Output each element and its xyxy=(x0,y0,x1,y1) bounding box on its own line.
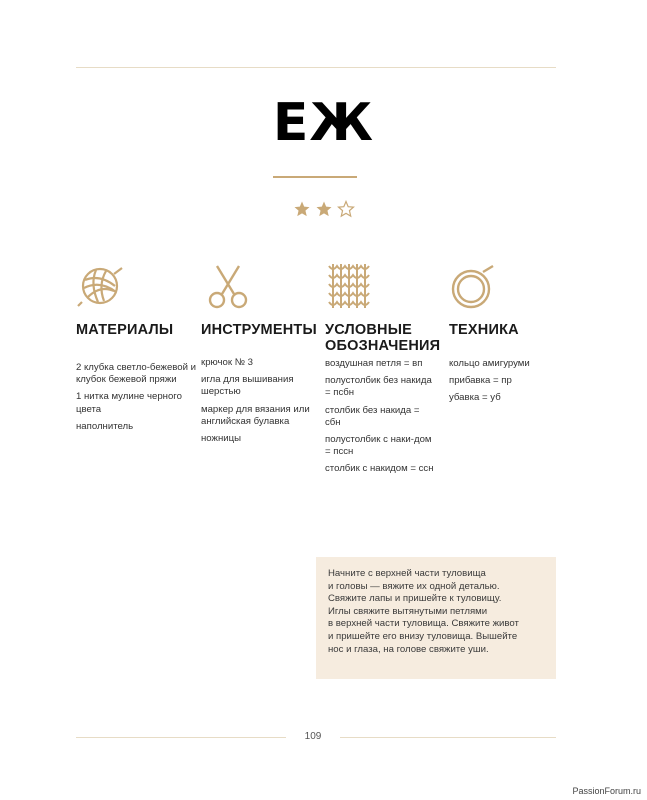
tools-section xyxy=(201,262,317,450)
page-number: 109 xyxy=(304,731,322,742)
list-item: 2 клубка светло-бежевой и клубок бежевой пряжи xyxy=(76,362,197,386)
materials-list xyxy=(76,362,196,433)
note-line: Свяжите лапы и пришейте к туловищу. xyxy=(328,593,502,605)
top-divider xyxy=(76,67,556,68)
symbols-heading: УСЛОВНЫЕ ОБОЗНАЧЕНИЯ xyxy=(325,322,441,354)
list-item: полустолбик без накида = пcбн xyxy=(325,375,432,399)
note-line: Начните с верхней части туловища xyxy=(328,568,486,579)
list-item: маркер для вязания или английская булавка xyxy=(201,403,310,427)
list-item: воздушная петля = вп xyxy=(325,358,423,369)
title-underline xyxy=(273,176,357,178)
note-line: и головы — вяжите их одной деталью. xyxy=(328,580,500,592)
technique-section xyxy=(449,262,557,410)
footer-divider-right xyxy=(340,737,556,738)
note-line: нос и глаза, на голове свяжите уши. xyxy=(328,643,489,655)
star-filled-icon xyxy=(315,200,333,218)
ring-icon xyxy=(449,262,499,312)
symbols-section xyxy=(325,262,441,481)
materials-heading: МАТЕРИАЛЫ xyxy=(76,322,174,338)
list-item: столбик без накида = сбн xyxy=(325,404,420,428)
technique-heading: ТЕХНИКА xyxy=(449,322,519,338)
list-item: полустолбик с наки-дом = пcсн xyxy=(325,434,432,458)
list-item: наполнитель xyxy=(76,420,134,432)
knit-stitch-icon xyxy=(325,262,375,312)
list-item: ножницы xyxy=(201,433,241,445)
note-line: Иглы свяжите вытянутыми петлями xyxy=(328,605,488,617)
list-item: прибавка = пр xyxy=(449,375,512,387)
list-item: убавка = уб xyxy=(449,392,501,404)
list-item: кольцо амигуруми xyxy=(449,358,530,369)
note-line: и пришейте его внизу туловища. Вышейте xyxy=(328,630,518,642)
watermark: PassionForum.ru xyxy=(572,786,641,796)
list-item: игла для вышивания шерстью xyxy=(201,374,294,398)
tools-list xyxy=(201,357,313,445)
list-item: крючок № 3 xyxy=(201,357,254,368)
footer-divider-left xyxy=(76,737,286,738)
difficulty-rating xyxy=(0,200,647,218)
star-outline-icon xyxy=(337,200,355,218)
note-line: в верхней части туловища. Свяжите живот xyxy=(328,618,519,630)
instructions-note xyxy=(316,557,556,679)
materials-section xyxy=(76,262,196,438)
page-title: ЕЖ xyxy=(272,93,375,153)
list-item: 1 нитка мулине черного цвета xyxy=(76,391,182,415)
technique-list xyxy=(449,358,557,405)
star-filled-icon xyxy=(293,200,311,218)
scissors-icon xyxy=(203,262,253,312)
tools-heading: ИНСТРУМЕНТЫ xyxy=(201,322,317,338)
list-item: столбик с накидом = ccн xyxy=(325,463,434,475)
symbols-list xyxy=(325,358,435,476)
yarn-ball-icon xyxy=(76,262,126,312)
